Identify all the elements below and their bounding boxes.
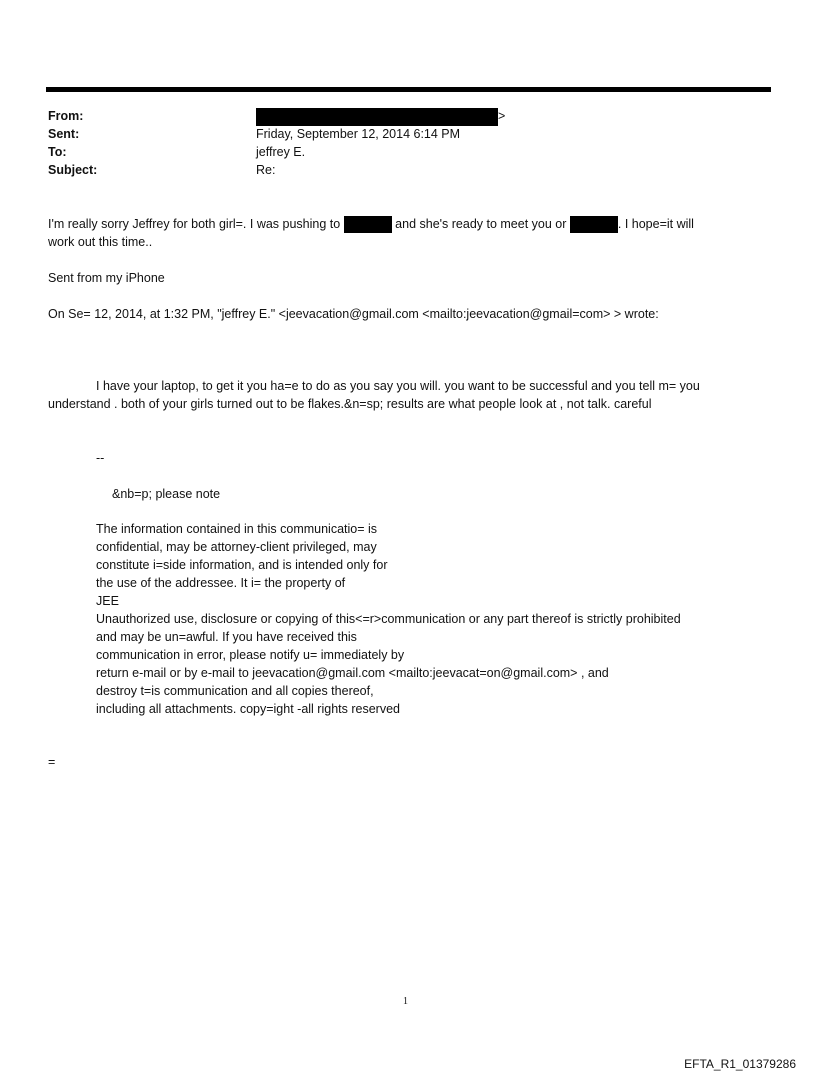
header-rule <box>46 87 771 92</box>
trailing-equals: = <box>48 755 56 769</box>
quote-attribution: On Se= 12, 2014, at 1:32 PM, "jeffrey E." <jeevacation@gmail.com <mailto:jeevacation@gmail=com> > wrote: <box>48 307 659 321</box>
message-text-b: and she's ready to meet you or <box>391 217 570 231</box>
disclaimer-line: communication in error, please notify u= immediately by <box>96 648 405 662</box>
from-label: From: <box>48 109 84 123</box>
disclaimer-line: and may be un=awful. If you have received this <box>96 630 357 644</box>
redaction-bar <box>256 108 498 126</box>
disclaimer-line: JEE <box>96 594 119 608</box>
message-text-a: I'm really sorry Jeffrey for both girl=. I was pushing to <box>48 217 344 231</box>
disclaimer-line: including all attachments. copy=ight -all rights reserved <box>96 702 400 716</box>
disclaimer-line: Unauthorized use, disclosure or copying of this<=r>communication or any part thereof is strictly prohibited <box>96 612 681 626</box>
page-number: 1 <box>403 996 408 1007</box>
message-text-c: . I hope=it will <box>617 217 694 231</box>
redaction-bar <box>570 216 618 233</box>
quoted-message <box>48 377 700 413</box>
signature-dashes: -- <box>96 451 105 465</box>
redaction-bar <box>344 216 392 233</box>
signature-note: &nb=p; please note <box>112 487 221 501</box>
document-id: EFTA_R1_01379286 <box>684 1057 796 1071</box>
to-value: jeffrey E. <box>256 145 306 159</box>
from-suffix: > <box>498 109 506 123</box>
disclaimer-block <box>96 520 681 718</box>
disclaimer-line: confidential, may be attorney-client privileged, may <box>96 540 377 554</box>
quoted-line-2: understand . both of your girls turned out to be flakes.&n=sp; results are what people look at , not talk. careful <box>48 397 652 411</box>
message-line-1 <box>48 215 694 233</box>
message-paragraph <box>48 215 694 251</box>
sent-label: Sent: <box>48 127 80 141</box>
disclaimer-line: The information contained in this communicatio= is <box>96 522 378 536</box>
disclaimer-line: return e-mail or by e-mail to jeevacation@gmail.com <mailto:jeevacat=on@gmail.com> , and <box>96 666 609 680</box>
quoted-line-1: I have your laptop, to get it you ha=e to do as you say you will. you want to be successful and you tell m= you <box>96 379 700 393</box>
message-line-2: work out this time.. <box>48 235 153 250</box>
subject-value: Re: <box>256 163 276 177</box>
disclaimer-line: destroy t=is communication and all copies thereof, <box>96 684 374 698</box>
subject-label: Subject: <box>48 163 98 177</box>
from-value <box>256 107 505 126</box>
sent-from-line: Sent from my iPhone <box>48 271 165 285</box>
sent-value: Friday, September 12, 2014 6:14 PM <box>256 127 461 141</box>
disclaimer-line: constitute i=side information, and is intended only for <box>96 558 388 572</box>
to-label: To: <box>48 145 67 159</box>
disclaimer-line: the use of the addressee. It i= the property of <box>96 576 346 590</box>
